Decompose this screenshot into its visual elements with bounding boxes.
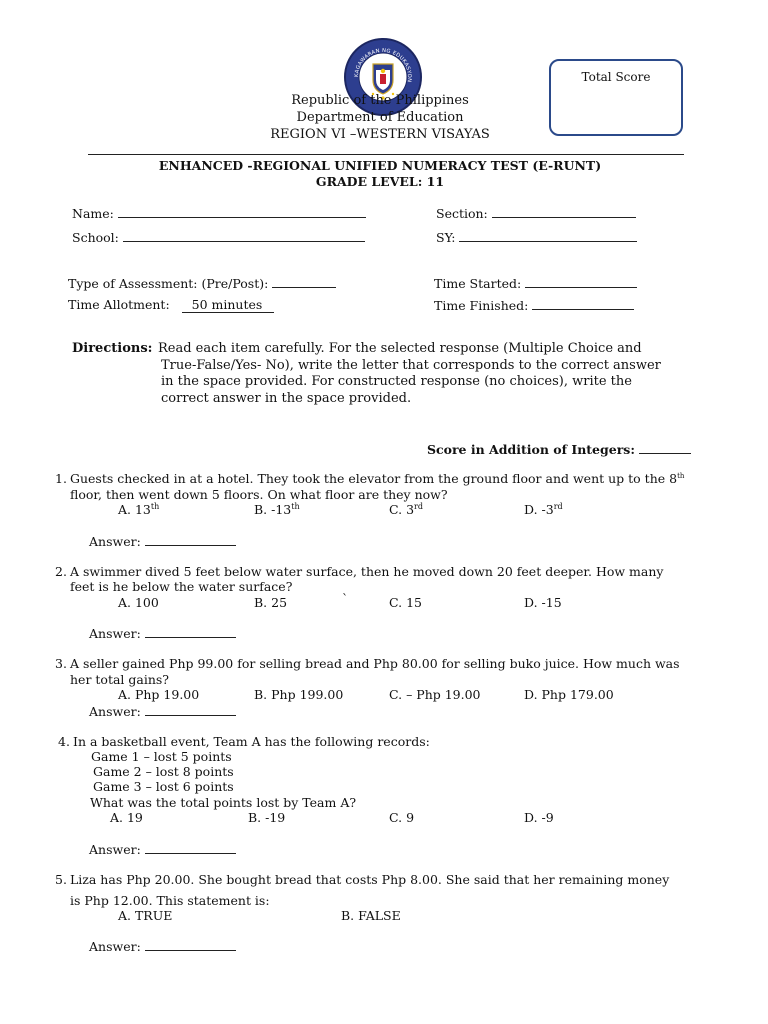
question-1-option-c[interactable]: C. 3rd: [389, 501, 423, 517]
question-4-game-2: Game 2 – lost 8 points: [93, 764, 234, 779]
school-input-line[interactable]: [123, 229, 365, 242]
time-finished-input-line[interactable]: [532, 297, 634, 310]
answer-label: Answer:: [89, 939, 141, 954]
question-2-option-a[interactable]: A. 100: [118, 595, 159, 610]
time-allotment-label: Time Allotment:: [68, 297, 170, 312]
sy-input-line[interactable]: [459, 229, 637, 242]
question-3-option-b[interactable]: B. Php 199.00: [254, 687, 344, 702]
republic-heading: Republic of the Philippines: [291, 93, 469, 108]
question-1-line-1: Guests checked in at a hotel. They took the elevator from the ground floor and went up to the 8th: [70, 471, 685, 486]
question-5-line-1: Liza has Php 20.00. She bought bread that costs Php 8.00. She said that her remaining money: [70, 872, 670, 887]
answer-label: Answer:: [89, 626, 141, 641]
question-2-number: 2.: [55, 564, 67, 579]
question-4-answer-line[interactable]: [145, 841, 236, 854]
department-heading: Department of Education: [296, 110, 464, 125]
directions-line-2: True-False/Yes- No), write the letter that corresponds to the correct answer: [161, 358, 661, 373]
question-2-option-b[interactable]: B. 25: [254, 595, 288, 610]
time-started-label: Time Started:: [434, 276, 522, 291]
total-score-label: Total Score: [581, 70, 651, 84]
question-4-answer: [89, 841, 236, 857]
time-allotment-value: 50 minutes: [182, 297, 275, 313]
question-1-answer-line[interactable]: [145, 533, 236, 546]
question-4-line-1: In a basketball event, Team A has the following records:: [73, 734, 430, 749]
question-2-answer: [89, 625, 236, 641]
question-4-option-c[interactable]: C. 9: [389, 810, 415, 825]
question-2-line-1: A swimmer dived 5 feet below water surface, then he moved down 20 feet deeper. How many: [70, 564, 664, 579]
assessment-type-field: [68, 275, 336, 291]
section-input-line[interactable]: [492, 205, 636, 218]
question-4-prompt: What was the total points lost by Team A?: [90, 795, 357, 810]
addition-score-label: Score in Addition of Integers:: [427, 442, 635, 457]
section-label: Section:: [436, 206, 488, 221]
directions-line-1: Read each item carefully. For the selected response (Multiple Choice and: [158, 341, 642, 356]
time-allotment-field: [68, 297, 274, 313]
question-3-number: 3.: [55, 656, 67, 671]
question-5-answer: [89, 938, 236, 954]
section-field: [436, 205, 636, 221]
question-5-option-b[interactable]: B. FALSE: [341, 908, 401, 923]
question-1-number: 1.: [55, 471, 67, 486]
time-started-field: [434, 275, 637, 291]
name-input-line[interactable]: [118, 205, 366, 218]
question-5-answer-line[interactable]: [145, 938, 236, 951]
school-field: [72, 229, 365, 245]
directions-label: Directions:: [72, 341, 153, 356]
question-2-option-c[interactable]: C. 15: [389, 595, 422, 610]
directions-line-3: in the space provided. For constructed response (no choices), write the: [161, 374, 632, 389]
question-4-option-d[interactable]: D. -9: [524, 810, 554, 825]
question-1-option-d[interactable]: D. -3rd: [524, 501, 563, 517]
question-3-line-1: A seller gained Php 99.00 for selling bread and Php 80.00 for selling buko juice. How much was: [70, 656, 680, 671]
addition-score-field: [427, 441, 691, 457]
name-label: Name:: [72, 206, 114, 221]
assessment-type-label: Type of Assessment: (Pre/Post):: [68, 276, 269, 291]
question-1-line-2: floor, then went down 5 floors. On what floor are they now?: [70, 487, 448, 502]
name-field: [72, 205, 366, 221]
question-4-option-b[interactable]: B. -19: [248, 810, 286, 825]
time-finished-label: Time Finished:: [434, 298, 529, 313]
question-2-line-2: feet is he below the water surface?: [70, 579, 293, 594]
sy-field: [436, 229, 637, 245]
grade-level: GRADE LEVEL: 11: [315, 174, 445, 189]
question-5-number: 5.: [55, 872, 67, 887]
question-5-line-2: is Php 12.00. This statement is:: [70, 893, 270, 908]
sy-label: SY:: [436, 230, 456, 245]
directions-line-4: correct answer in the space provided.: [161, 391, 412, 406]
question-1-option-b[interactable]: B. -13th: [254, 501, 300, 517]
svg-text:KAGAWARAN NG EDUKASYON: KAGAWARAN NG EDUKASYON: [353, 47, 413, 83]
answer-label: Answer:: [89, 704, 141, 719]
header-divider: [88, 154, 684, 155]
stray-mark: `: [342, 591, 349, 606]
question-4-number: 4.: [58, 734, 70, 749]
time-finished-field: [434, 297, 634, 313]
test-title: ENHANCED -REGIONAL UNIFIED NUMERACY TEST (E-RUNT): [158, 158, 602, 173]
school-label: School:: [72, 230, 119, 245]
question-4-option-a[interactable]: A. 19: [110, 810, 143, 825]
answer-label: Answer:: [89, 534, 141, 549]
question-3-option-d[interactable]: D. Php 179.00: [524, 687, 614, 702]
question-5-option-a[interactable]: A. TRUE: [118, 908, 173, 923]
region-heading: REGION VI –WESTERN VISAYAS: [270, 127, 490, 142]
question-3-answer-line[interactable]: [145, 703, 236, 716]
question-2-option-d[interactable]: D. -15: [524, 595, 562, 610]
question-3-answer: [89, 703, 236, 719]
addition-score-input-line[interactable]: [639, 441, 691, 454]
question-4-game-3: Game 3 – lost 6 points: [93, 779, 234, 794]
question-1-answer: [89, 533, 236, 549]
question-1-option-a[interactable]: A. 13th: [118, 501, 160, 517]
question-3-option-a[interactable]: A. Php 19.00: [118, 687, 200, 702]
question-2-answer-line[interactable]: [145, 625, 236, 638]
question-3-option-c[interactable]: C. – Php 19.00: [389, 687, 481, 702]
question-4-game-1: Game 1 – lost 5 points: [91, 749, 232, 764]
answer-label: Answer:: [89, 842, 141, 857]
time-started-input-line[interactable]: [525, 275, 637, 288]
question-3-line-2: her total gains?: [70, 672, 170, 687]
assessment-type-input-line[interactable]: [272, 275, 336, 288]
